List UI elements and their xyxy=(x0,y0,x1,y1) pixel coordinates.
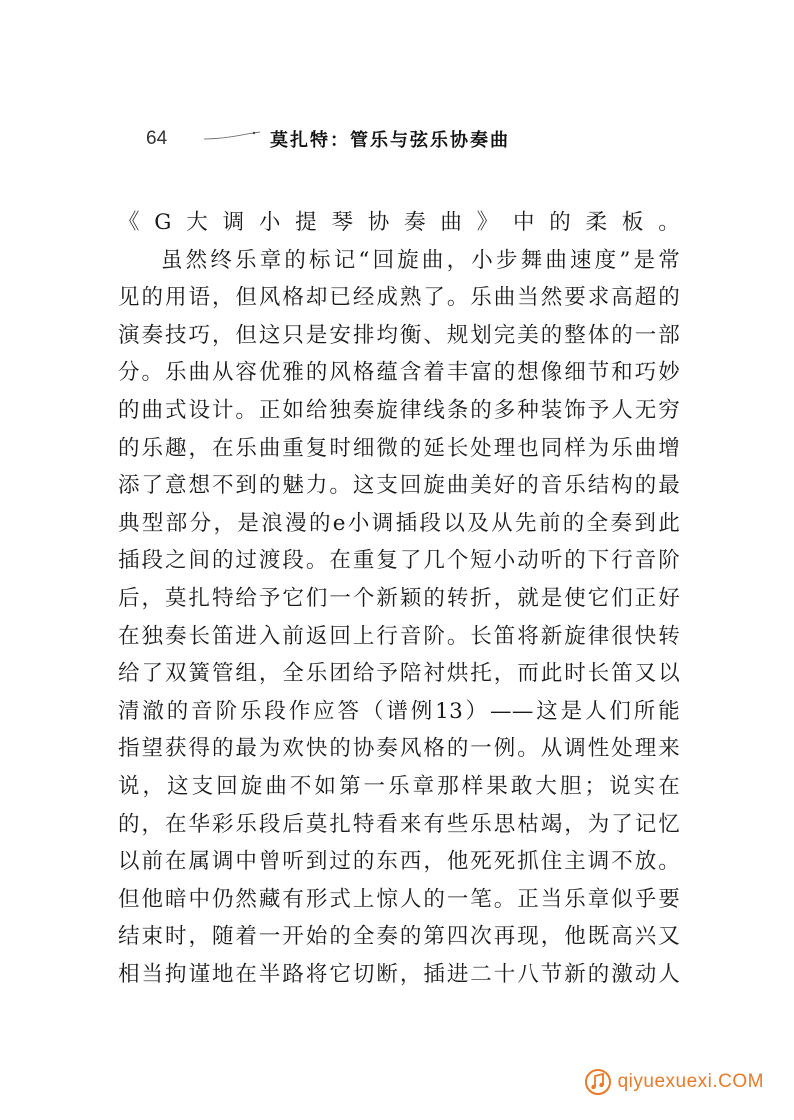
text-line: 的曲式设计。正如给独奏旋律线条的多种装饰予人无穷 xyxy=(118,397,680,423)
text-line: 《G大调小提琴协奏曲》中的柔板。 xyxy=(118,210,680,235)
text-line: 后，莫扎特给予它们一个新颖的转折，就是使它们正好 xyxy=(118,585,680,611)
text-line: 的，在华彩乐段后莫扎特看来有些乐思枯竭，为了记忆 xyxy=(118,811,680,837)
site-watermark xyxy=(584,1066,764,1098)
text-line: 演奏技巧，但这只是安排均衡、规划完美的整体的一部 xyxy=(118,322,680,348)
text-line: 虽然终乐章的标记“回旋曲，小步舞曲速度”是常 xyxy=(161,247,680,273)
text-line: 说，这支回旋曲不如第一乐章那样果敢大胆；说实在 xyxy=(118,773,680,799)
text-line: 但他暗中仍然藏有形式上惊人的一笔。正当乐章似乎要 xyxy=(118,886,680,912)
text-line: 典型部分，是浪漫的e小调插段以及从先前的全奏到此 xyxy=(118,510,680,536)
text-line: 添了意想不到的魅力。这支回旋曲美好的音乐结构的最 xyxy=(118,473,680,499)
text-line: 以前在属调中曾听到过的东西，他死死抓住主调不放。 xyxy=(118,849,680,875)
text-line: 清澈的音阶乐段作应答（谱例13）——这是人们所能 xyxy=(118,698,680,724)
running-header xyxy=(146,126,706,156)
text-line: 给了双簧管组，全乐团给予陪衬烘托，而此时长笛又以 xyxy=(118,661,680,687)
page-number: 64 xyxy=(146,128,168,149)
running-title: 莫扎特：管乐与弦乐协奏曲 xyxy=(270,130,510,151)
text-line: 相当拘谨地在半路将它切断，插进二十八节新的激动人 xyxy=(118,961,680,987)
watermark-text: qiyuexuexi.COM xyxy=(617,1071,764,1092)
header-ornament-icon xyxy=(202,130,262,142)
text-line: 的乐趣，在乐曲重复时细微的延长处理也同样为乐曲增 xyxy=(118,435,680,461)
text-line: 分。乐曲从容优雅的风格蕴含着丰富的想像细节和巧妙 xyxy=(118,360,680,386)
text-line: 结束时，随着一开始的全奏的第四次再现，他既高兴又 xyxy=(118,924,680,950)
text-line: 在独奏长笛进入前返回上行音阶。长笛将新旋律很快转 xyxy=(118,623,680,649)
body-text xyxy=(118,204,680,993)
text-line: 插段之间的过渡段。在重复了几个短小动听的下行音阶 xyxy=(118,548,680,574)
text-line: 指望获得的最为欢快的协奏风格的一例。从调性处理来 xyxy=(118,736,680,762)
music-logo-icon xyxy=(584,1068,612,1096)
text-line: 见的用语，但风格却已经成熟了。乐曲当然要求高超的 xyxy=(118,285,680,311)
